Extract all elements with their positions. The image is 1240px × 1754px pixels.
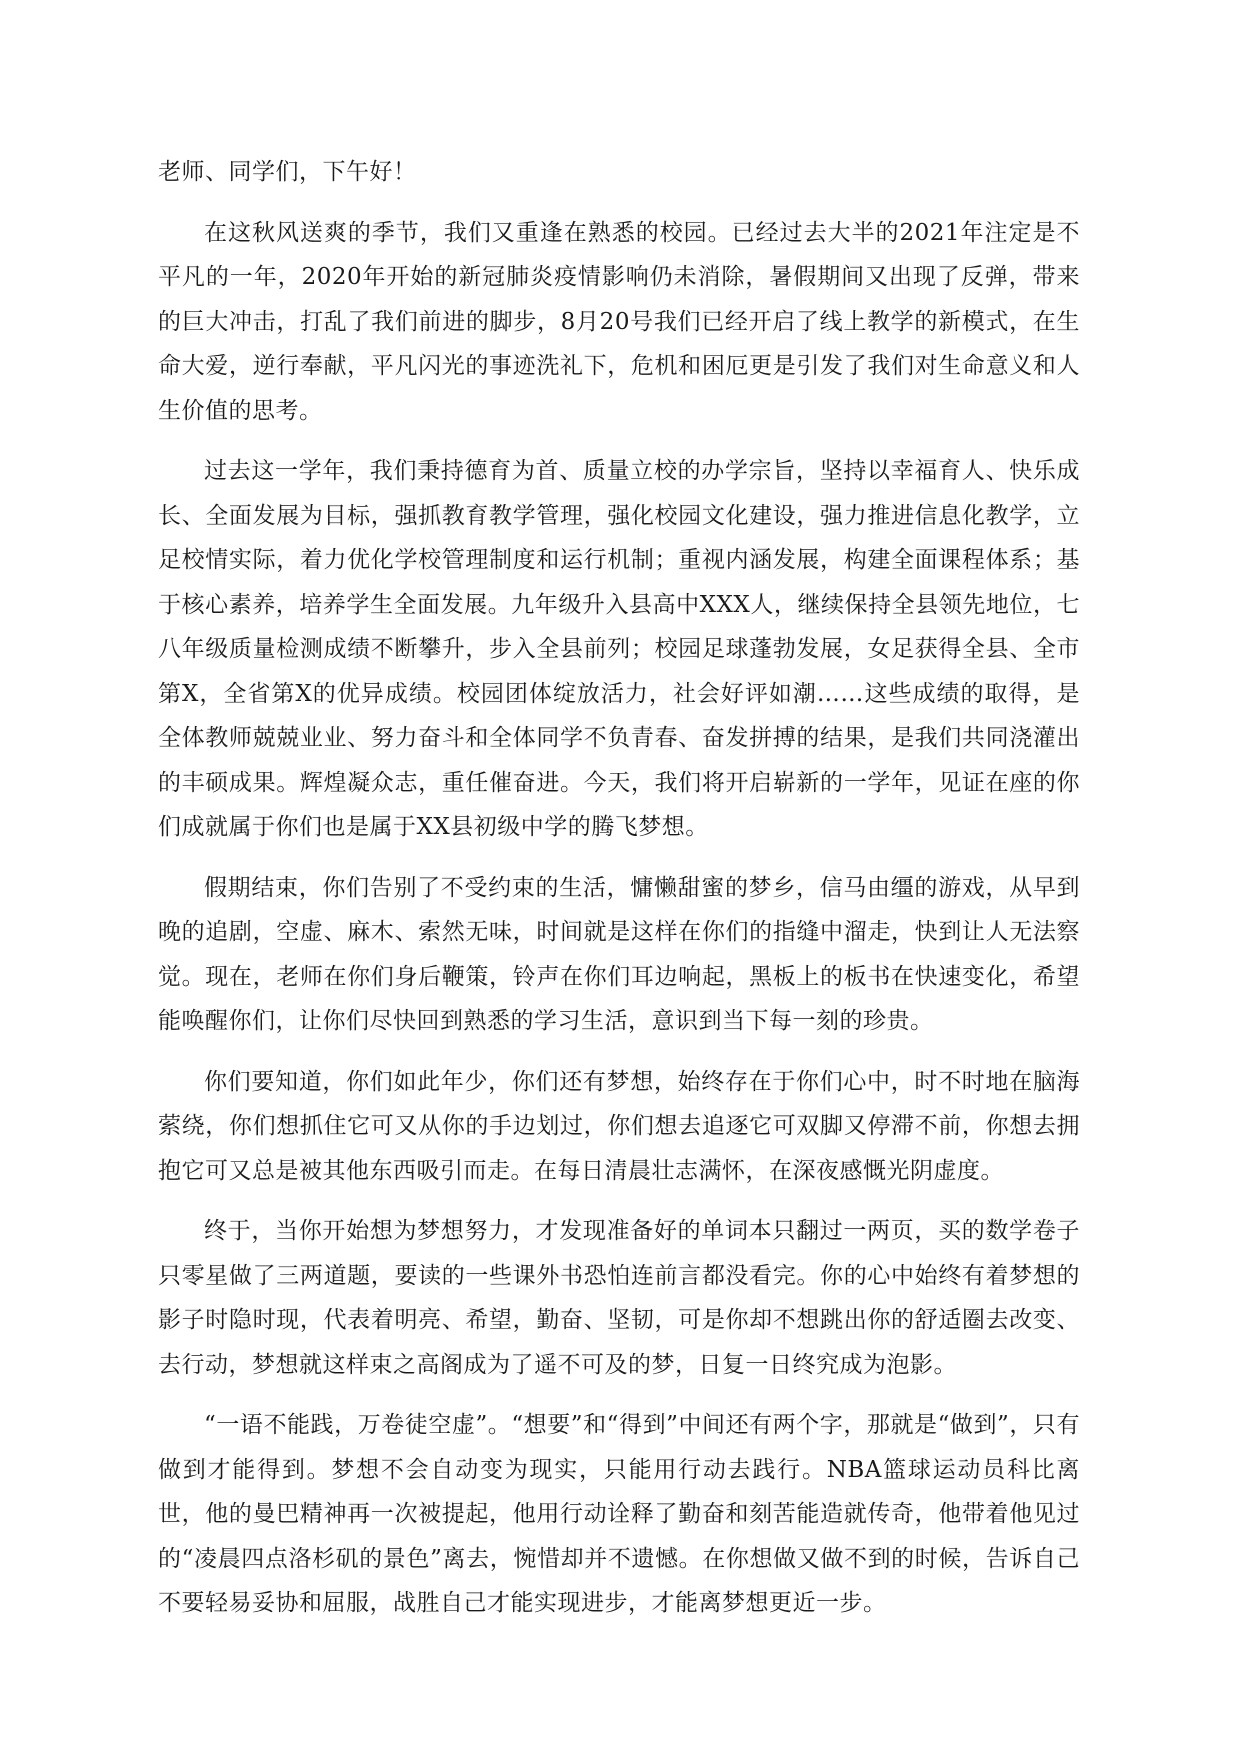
paragraph-holiday: 假期结束，你们告别了不受约束的生活，慵懒甜蜜的梦乡，信马由缰的游戏，从早到晚的追剧，空虚、麻木、索然无味，时间就是这样在你们的指缝中溜走，快到让人无法察觉。现在，老师在你们身后鞭策，铃声在你们耳边响起，黑板上的板书在快速变化，希望能唤醒你们，让你们尽快回到熟悉的学习生活，意识到当下每一刻的珍贵。	[158, 874, 1080, 1034]
paragraph-opening: 在这秋风送爽的季节，我们又重逢在熟悉的校园。已经过去大半的2021年注定是不平凡的一年，2020年开始的新冠肺炎疫情影响仍未消除，暑假期间又出现了反弹，带来的巨大冲击，打乱了我们前进的脚步，8月20号我们已经开启了线上教学的新模式，在生命大爱，逆行奉献，平凡闪光的事迹洗礼下，危机和困厄更是引发了我们对生命意义和人生价值的思考。	[158, 219, 1080, 424]
paragraph-effort: 终于，当你开始想为梦想努力，才发现准备好的单词本只翻过一两页，买的数学卷子只零星做了三两道题，要读的一些课外书恐怕连前言都没看完。你的心中始终有着梦想的影子时隐时现，代表着明亮、希望，勤奋、坚韧，可是你却不想跳出你的舒适圈去改变、去行动，梦想就这样束之高阁成为了遥不可及的梦，日复一日终究成为泡影。	[158, 1218, 1080, 1378]
paragraph-action: “一语不能践，万卷徒空虚”。“想要”和“得到”中间还有两个字，那就是“做到”，只有做到才能得到。梦想不会自动变为现实，只能用行动去践行。NBA篮球运动员科比离世，他的曼巴精神再一次被提起，他用行动诠释了勤奋和刻苦能造就传奇，他带着他见过的“凌晨四点洛杉矶的景色”离去，惋惜却并不遗憾。在你想做又做不到的时候，告诉自己不要轻易妥协和屈服，战胜自己才能实现进步，才能离梦想更近一步。	[158, 1412, 1080, 1616]
speech-body	[158, 150, 1080, 1642]
paragraph-dreams: 你们要知道，你们如此年少，你们还有梦想，始终存在于你们心中，时不时地在脑海萦绕，你们想抓住它可又从你的手边划过，你们想去追逐它可双脚又停滞不前，你想去拥抱它可又总是被其他东西吸引而走。在每日清晨壮志满怀，在深夜感慨光阴虚度。	[158, 1068, 1080, 1184]
paragraph-achievements: 过去这一学年，我们秉持德育为首、质量立校的办学宗旨，坚持以幸福育人、快乐成长、全面发展为目标，强抓教育教学管理，强化校园文化建设，强力推进信息化教学，立足校情实际，着力优化学校管理制度和运行机制；重视内涵发展，构建全面课程体系；基于核心素养，培养学生全面发展。九年级升入县高中XXX人，继续保持全县领先地位，七八年级质量检测成绩不断攀升，步入全县前列；校园足球蓬勃发展，女足获得全县、全市第X，全省第X的优异成绩。校园团体绽放活力，社会好评如潮……这些成绩的取得，是全体教师兢兢业业、努力奋斗和全体同学不负青春、奋发拼搏的结果，是我们共同浇灌出的丰硕成果。辉煌凝众志，重任催奋进。今天，我们将开启崭新的一学年，见证在座的你们成就属于你们也是属于XX县初级中学的腾飞梦想。	[158, 458, 1080, 840]
greeting-line: 老师、同学们，下午好！	[158, 159, 417, 185]
